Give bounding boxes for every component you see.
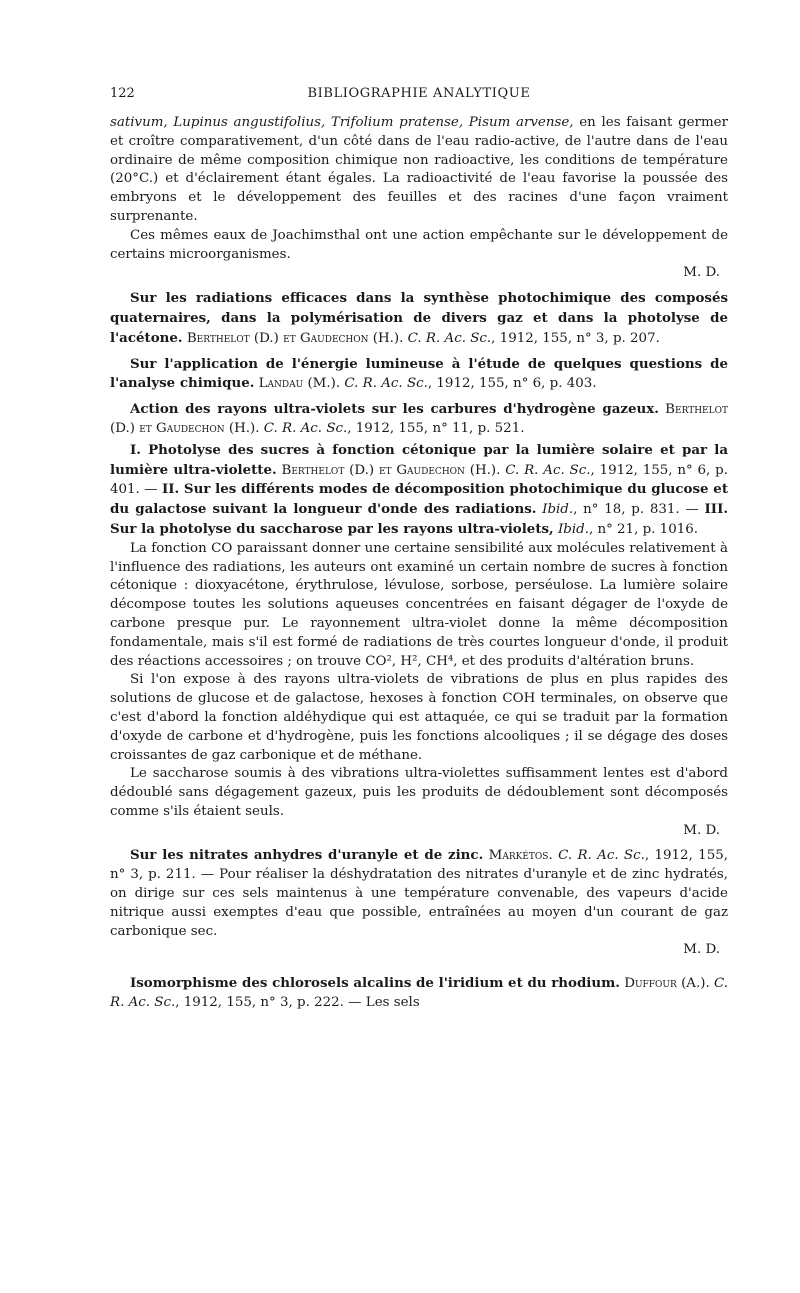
entry-title: II. Sur les différents modes de décomposition photochimique du glucose et du galactose suivant la longueur d'onde des radiations. [110, 481, 729, 518]
page-body [110, 114, 728, 1013]
entry-reference: , 1912, 155, n° 6, p. 403. [427, 376, 597, 392]
page-number: 122 [110, 86, 135, 101]
entry-reference: , 1912, 155, n° 6, p. 401. — [110, 462, 728, 498]
entry-journal: C. R. Ac. Sc. [558, 848, 645, 864]
paragraph-continuation [110, 114, 728, 227]
running-head [110, 86, 728, 106]
bibliography-entry-group [110, 441, 728, 540]
entry-journal: C. R. Ac. Sc. [407, 330, 492, 346]
entry-title: Sur l'application de l'énergie lumineuse à l'étude de quelques questions de l'analyse chimique. [110, 355, 728, 392]
entry-journal: C. R. Ac. Sc. [344, 376, 428, 392]
entry-title: I. Photolyse des sucres à fonction cétonique par la lumière solaire et par la lumière ultra-violette. [110, 441, 728, 478]
signature: M. D. [683, 265, 720, 281]
entry-journal: Ibid. [553, 521, 589, 537]
bibliography-entry [110, 400, 728, 439]
entry-reference: , 1912, 155, n° 3, p. 211. [110, 848, 729, 883]
bibliography-entry [110, 289, 728, 348]
entry-reference: , 1912, 155, n° 11, p. 521. [347, 420, 525, 436]
bibliography-entry [110, 846, 728, 941]
entry-reference: , n° 18, p. 831. — [573, 502, 705, 518]
entry-authors: Berthelot (D.) et Gaudechon (H.). [276, 462, 506, 478]
paragraph-text: Ces mêmes eaux de Joachimsthal ont une action empêchante sur le développement de certains microorganismes. [110, 227, 728, 262]
entry-authors: Landau (M.). [254, 376, 345, 392]
entry-journal: C. R. Ac. Sc. [110, 976, 728, 1011]
paragraph: Si l'on expose à des rayons ultra-violets de vibrations de plus en plus rapides des solutions de glucose et de galactose, hexoses à fonction COH terminales, on observe que c'est d'abord la fonction aldéhydique qui est attaquée, ce qui se traduit par la formation d'oxyde de carbone et d'hydrogène, puis les fonctions alcooliques ; il se dégage des doses croissantes de gaz carbonique et de méthane. [110, 672, 728, 763]
entry-authors: Duffour (A.). [619, 976, 714, 992]
entry-authors: Berthelot (D.) et Gaudechon (H.). [182, 330, 408, 346]
signature: M. D. [683, 942, 720, 958]
paragraph-text: Le saccharose soumis à des vibrations ultra-violettes suffisamment lentes est d'abord dédoublé sans dégagement gazeux, puis les produits de dédoublement sont décomposés comme s'ils étaient seuls. [110, 766, 728, 819]
entry-authors: Berthelot (D.) et Gaudechon (H.). [110, 402, 728, 436]
entry-reference: , 1912, 155, n° 3, p. 222. [175, 995, 344, 1011]
entry-title: Sur les nitrates anhydres d'uranyle et de zinc. [130, 847, 484, 864]
entry-title: Isomorphisme des chlorosels alcalins de l'iridium et du rhodium. [130, 975, 620, 992]
entry-journal: C. R. Ac. Sc. [263, 420, 348, 436]
paragraph-text: en les faisant germer et croître comparativement, d'un côté dans de l'eau radio-active, de l'autre dans de l'eau ordinaire de même composition chimique non radioactive, les conditions de température (20°C.) et d'éclairement étant égales. La radioactivité de l'eau favorise la poussée des embryons et le développement des feuilles et des racines d'une façon vraiment surprenante. [110, 115, 728, 224]
entry-abstract: — Pour réaliser la déshydratation des nitrates d'uranyle et de zinc hydratés, on dirige sur ces sels maintenus à une température convenable, des vapeurs d'acide nitrique aussi exemptes d'eau que possible, entraînées au moyen d'un courant de gaz carbonique sec. [110, 867, 728, 939]
paragraph [110, 227, 728, 265]
entry-title: Sur les radiations efficaces dans la synthèse photochimique des composés quaternaires, dans la polymérisation de divers gaz et dans la photolyse de l'acétone. [110, 290, 728, 346]
running-title: BIBLIOGRAPHIE ANALYTIQUE [307, 86, 531, 101]
entry-title: Action des rayons ultra-violets sur les carbures d'hydrogène gazeux. [130, 401, 659, 418]
entry-journal: C. R. Ac. Sc. [505, 462, 591, 478]
entry-abstract: — Les sels [343, 995, 420, 1011]
paragraph [110, 765, 728, 821]
paragraph: La fonction CO paraissant donner une certaine sensibilité aux molécules relativement à l'influence des radiations, les auteurs ont examiné un certain nombre de sucres à fonction cétonique : dioxyacétone, érythrulose, lévulose, sorbose, perséulose. La lumière solaire décompose toutes les solutions aqueuses concentrées en faisant dégager de l'oxyde de carbone presque pur. Le rayonnement ultra-violet donne la même décomposition fondamentale, mais s'il est formé de radiations de très courtes longueur d'onde, il produit des réactions accessoires ; on trouve CO², H², CH⁴, et des produits d'altération bruns. [110, 540, 728, 669]
bibliography-entry [110, 355, 728, 395]
latin-species: sativum, Lupinus angustifolius, Trifolium pratense, Pisum arvense, [110, 115, 574, 130]
signature: M. D. [683, 822, 720, 838]
bibliography-entry [110, 974, 728, 1013]
entry-authors: Markétos. [483, 848, 559, 864]
entry-reference: , 1912, 155, n° 3, p. 207. [491, 330, 660, 346]
entry-title: III. Sur la photolyse du saccharose par les rayons ultra-violets, [110, 501, 729, 537]
entry-reference: , n° 21, p. 1016. [588, 521, 699, 537]
entry-journal: Ibid. [536, 502, 574, 518]
